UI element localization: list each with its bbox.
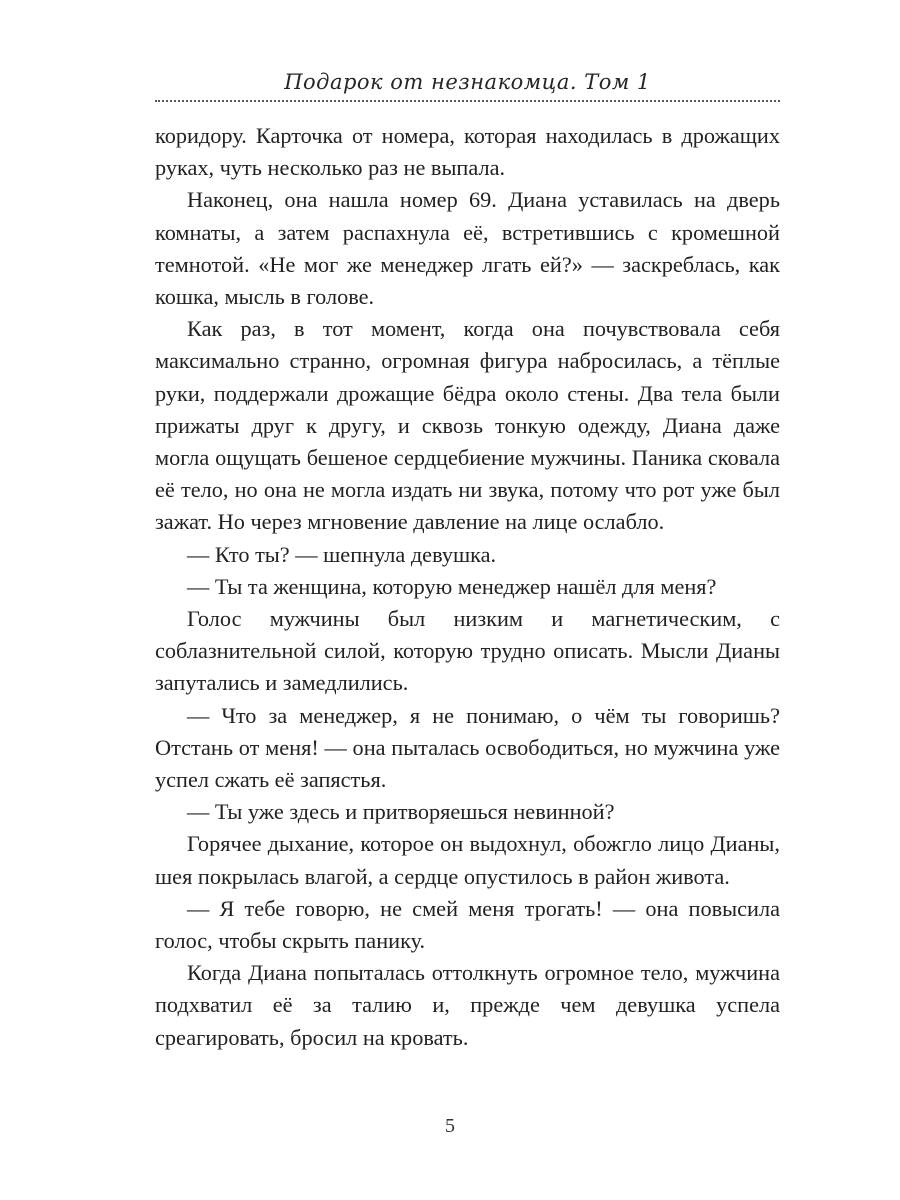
paragraph: Наконец, она нашла номер 69. Диана уставилась на дверь комнаты, а затем распахнула её, встретившись с кромешной темнотой. «Не мог же менеджер лгать ей?» — заскреблась, как кошка, мысль в голове. — [155, 187, 780, 310]
paragraph-continued: коридору. Карточка от номера, которая находилась в дрожащих руках, чуть несколько раз не выпала. — [155, 123, 780, 181]
running-header — [155, 66, 780, 104]
paragraph: Когда Диана попыталась оттолкнуть огромное тело, мужчина подхватил её за талию и, прежде чем девушка успела среагировать, бросил на кровать. — [155, 960, 780, 1050]
running-title: Подарок от незнакомца. Том 1 — [284, 70, 651, 94]
paragraph: Как раз, в тот момент, когда она почувствовала себя максимально странно, огромная фигура набросилась, а тёплые руки, поддержали дрожащие бёдра около стены. Два тела были прижаты друг к другу, и сквозь тонкую одежду, Диана даже могла ощущать бешеное сердцебиение мужчины. Паника сковала её тело, но она не могла издать ни звука, потому что рот уже был зажат. Но через мгновение давление на лице ослабло. — [155, 316, 780, 535]
paragraph: Голос мужчины был низким и магнетическим, с соблазнительной силой, которую трудно описать. Мысли Дианы запутались и замедлились. — [155, 606, 780, 696]
body-text — [155, 120, 780, 1054]
dialogue-line: — Что за менеджер, я не понимаю, о чём ты говоришь? Отстань от меня! — она пыталась освободиться, но мужчина уже успел сжать её запястья. — [155, 702, 780, 793]
dialogue-line: — Я тебе говорю, не смей меня трогать! — она повысила голос, чтобы скрыть панику. — [155, 895, 780, 954]
dialogue-line: — Кто ты? — шепнула девушка. — [187, 541, 497, 567]
page-number: 5 — [445, 1115, 455, 1137]
dotted-header-rule — [155, 100, 780, 102]
paragraph: Горячее дыхание, которое он выдохнул, обожгло лицо Дианы, шея покрылась влагой, а сердце опустилось в район живота. — [155, 831, 780, 889]
dialogue-line: — Ты уже здесь и притворяешься невинной? — [187, 799, 615, 825]
dialogue-line: — Ты та женщина, которую менеджер нашёл для меня? — [187, 573, 717, 599]
